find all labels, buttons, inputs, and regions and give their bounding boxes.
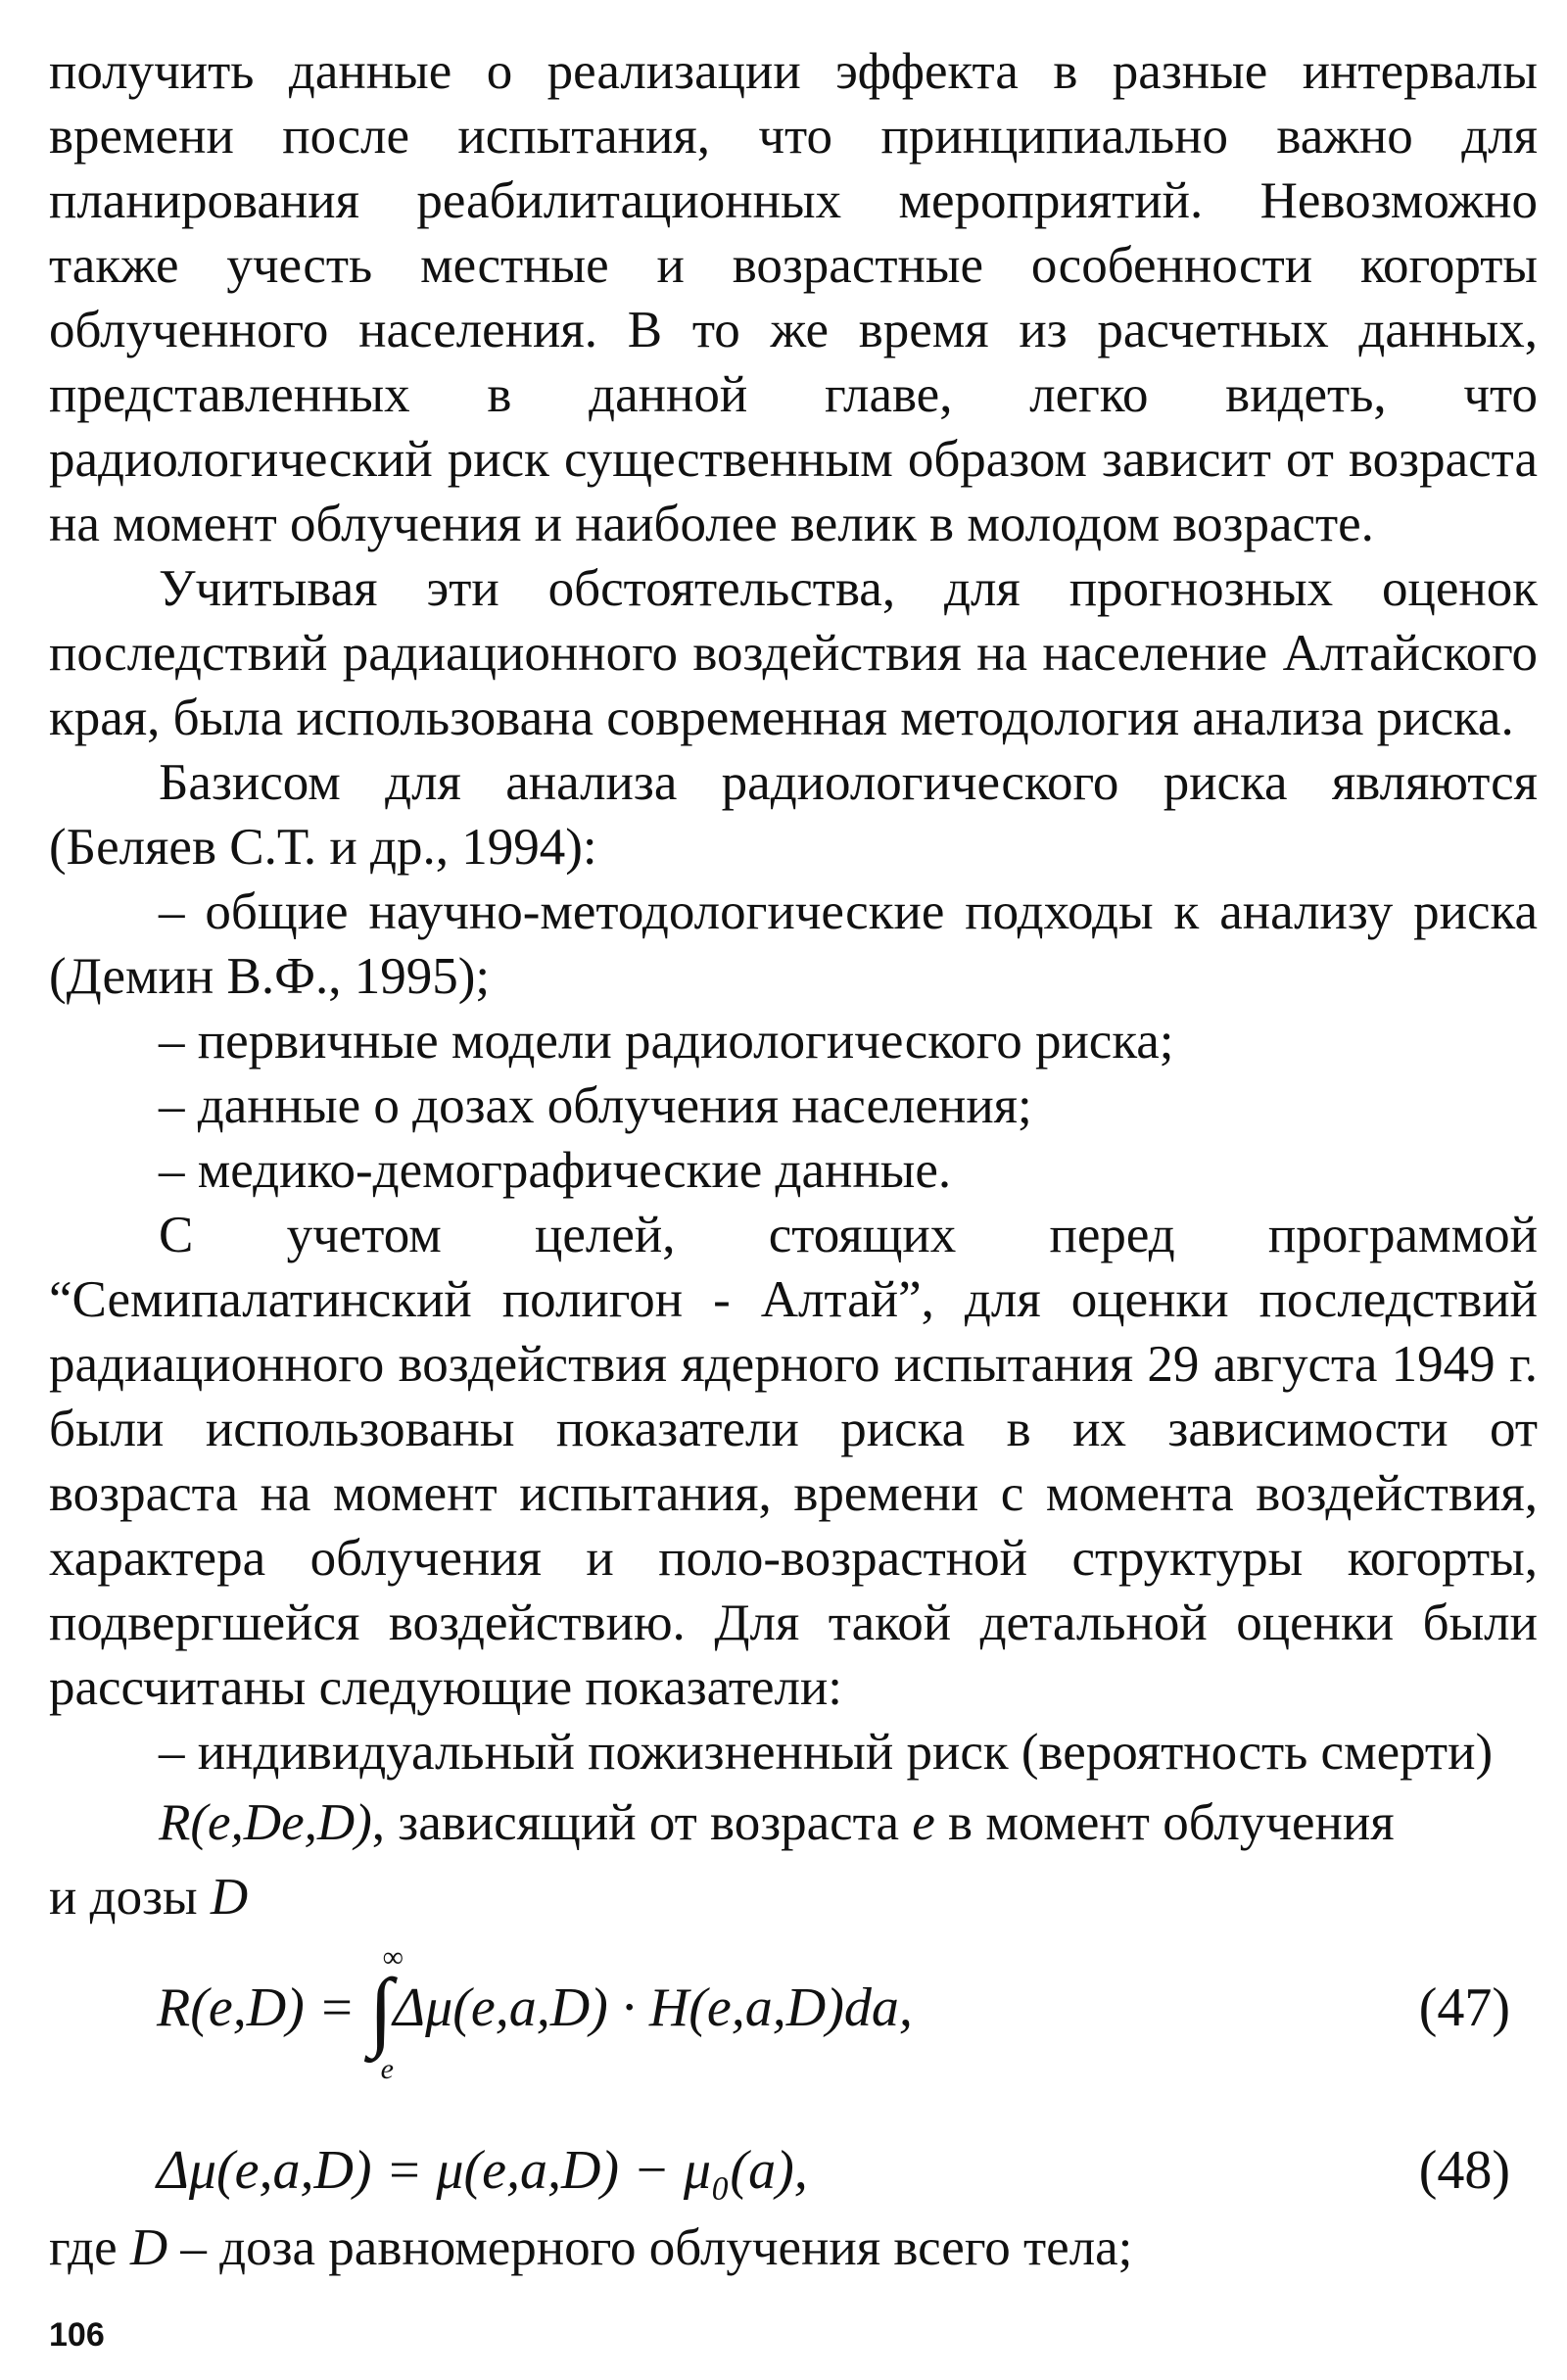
paragraph-5: [49, 1790, 1538, 1855]
integral-upper-limit: ∞: [382, 1941, 404, 1974]
list-item-5: – индивидуальный пожизненный риск (вероятность смерти): [159, 1724, 1494, 1781]
risk-symbol: R(e,De,D): [159, 1794, 372, 1851]
page-number: 106: [49, 2316, 105, 2354]
paragraph-5-text: , зависящий от возраста: [371, 1794, 913, 1851]
paragraph-3: Базисом для анализа радиологического риска являются (Беляев С.Т. и др., 1994):: [49, 754, 1538, 876]
integral-sign: ∫: [368, 1962, 394, 2059]
integral-sign-wrapper: [368, 1941, 404, 2085]
formula-47-rhs: Δμ(e,a,D) · H(e,a,D)da,: [393, 1977, 913, 2038]
paragraph-5-text-2: в момент облучения: [934, 1794, 1395, 1851]
age-symbol: e: [912, 1794, 935, 1851]
integral-lower-limit: e: [380, 2053, 394, 2085]
paragraph-1: получить данные о реализации эффекта в разные интервалы времени после испытания, что принципиально важно для планирования реабилитационных мероприятий. Невозможно также учесть местные и возрастные особенности когорты облученного населения. В то же время из расчетных данных, представленных в данной главе, легко видеть, что радиологический риск существенным образом зависит от возраста на момент облучения и наиболее велик в молодом возрасте.: [49, 43, 1538, 552]
formula-47-number: (47): [1418, 1977, 1510, 2038]
paragraph-4: С учетом целей, стоящих перед программой “Семипалатинский полигон - Алтай”, для оценки последствий радиационного воздействия ядерного испытания 29 августа 1949 г. были использованы показатели риска в их зависимости от возраста на момент испытания, времени с момента воздействия, характера облучения и поло-возрастной структуры когорты, подвергшейся воздействию. Для такой детальной оценки были рассчитаны следующие показатели:: [49, 1207, 1538, 1716]
paragraph-6-text: и дозы: [49, 1869, 211, 1926]
list-item-4: – медико-демографические данные.: [159, 1142, 952, 1199]
dose-symbol-2: D: [129, 2219, 168, 2276]
page-body: [49, 39, 1538, 2280]
dose-symbol: D: [210, 1869, 249, 1926]
paragraph-last-text-2: – доза равномерного облучения всего тела;: [167, 2219, 1133, 2276]
paragraph-6: [49, 1865, 1538, 1929]
paragraph-2: Учитывая эти обстоятельства, для прогнозных оценок последствий радиационного воздействия на население Алтайского края, была использована современная методология анализа риска.: [49, 560, 1538, 746]
list-item-2: – первичные модели радиологического риска;: [159, 1013, 1174, 1070]
list-item-3: – данные о дозах облучения населения;: [159, 1077, 1032, 1134]
list-item-1: – общие научно-методологические подходы к анализу риска (Демин В.Ф., 1995);: [49, 883, 1538, 1005]
paragraph-last-text-1: где: [49, 2219, 130, 2276]
formula-47: [49, 1941, 1538, 2085]
formula-48: [49, 2104, 1538, 2212]
paragraph-last: [49, 2215, 1538, 2280]
formula-47-lhs: R(e,D) =: [157, 1977, 369, 2038]
formula-47-expression: [157, 1941, 913, 2085]
formula-48-number: (48): [1418, 2140, 1510, 2201]
formula-48-expression: Δμ(e,a,D) = μ(e,a,D) − μ₀(a),: [157, 2140, 808, 2201]
